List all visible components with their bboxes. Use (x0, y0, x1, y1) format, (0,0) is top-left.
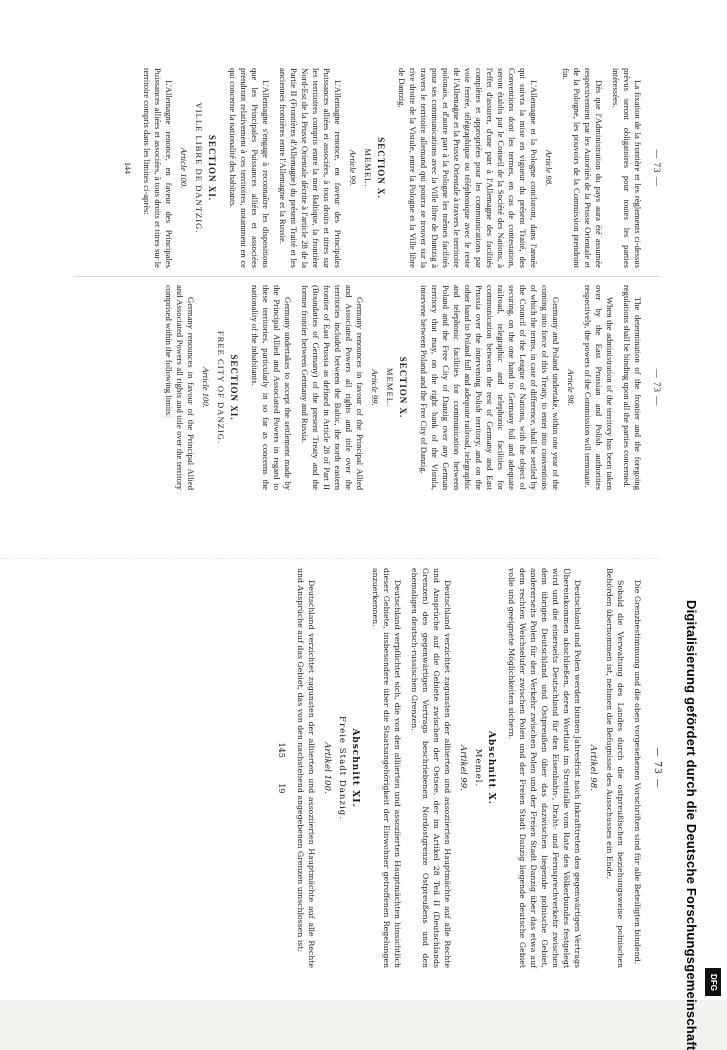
funding-banner-text: Digitalisierung gefördert durch die Deutsche Forschungsgemeinschaft (684, 600, 699, 1050)
german-column (72, 568, 662, 968)
en-article-99-text-2: Germany undertakes to accept the settlement made by the Principal Allied and Associated Powers in regard to these territories, particularly in so far as concerns the nationality of the inhabitants. (250, 285, 293, 490)
dfg-logo (705, 968, 721, 996)
funding-banner (696, 0, 727, 1000)
de-article-100-heading: Artikel 100. (322, 742, 332, 794)
en-section-11-title: FREE CITY OF DANZIG. (216, 330, 226, 445)
en-article-99-heading: Article 99. (370, 369, 380, 406)
page-number-de: — 73 — (652, 747, 662, 789)
de-article-99-heading: Artikel 99. (458, 745, 468, 791)
de-article-99-text-2: Deutschland verpflichtet sich, die von den alliierten und assoziierten Hauptmächten hinsichtlich dieser Gebiete, insbesondere über die Staatsangehörigkeit der Einwohner getroffenen Regelungen anzuerkennen. (371, 568, 402, 968)
de-intro-2: Sobald die Verwaltung des Landes durch die ostpreußischen beziehungsweise polnischen Behörden übernommen ist, nehmen die Befugnisse des Ausschusses ein Ende. (605, 568, 625, 968)
de-article-99-text: Deutschland verzichtet zugunsten der alliierten und assoziierten Hauptmächte auf alle Rechte und Ansprüche auf die Gebiete zwischen der Ostsee, der im Artikel 28 Teil II (Deutschlands Grenzen) des gegenwärtigen Vertrags beschriebenen Nordostgrenze Ostpreußens und den ehemaligen deutsch-russischen Grenzen. (410, 568, 452, 968)
page-divider (0, 558, 660, 559)
en-section-10-heading: SECTION X. (398, 356, 408, 419)
en-article-100-text: Germany renounces in favour of the Principal Allied and Associated Powers all rights and title over the territory comprised within the following limits: (164, 285, 196, 490)
de-section-11-title: Freie Stadt Danzig. (337, 716, 347, 820)
fr-section-10-heading: SECTION X. (376, 137, 386, 199)
en-section-10-title: MEMEL. (385, 367, 395, 408)
french-column (72, 68, 662, 268)
page-number-en: — 73 — (652, 368, 662, 407)
english-column (72, 285, 662, 490)
dfg-logo-text: DFG (708, 973, 718, 991)
page-number-fr: — 73 — (652, 149, 662, 187)
de-footer-number (276, 568, 287, 968)
de-intro: Die Grenzbestimmung und die oben vorgesehenen Vorschriften sind für alle Beteiligten bindend. (633, 580, 642, 965)
fr-section-10-title: MEMEL. (363, 148, 373, 188)
de-article-98-text: Deutschland und Polen werden binnen Jahresfrist nach Inkrafttreten des gegenwärtigen Vertrags Übereinkommen abschließen, deren Wortlaut im Streitfalle vom Rate des Völkerbundes festgelegt wird und die einerseits Deutschland für den Eisenbahn-, Draht- und Fernsprechverkehr zwischen dem übrigen Deutschland und Ostpreußen über das dazwischen liegende polnische Gebiet, andererseits Polen für den Verkehr zwischen Polen und der Freien Stadt Danzig über das etwa auf dem rechten Weichselufer zwischen Polen und der Freien Stadt Danzig liegende deutsche Gebiet volle und geeignete Möglichkeiten sichern. (507, 568, 582, 968)
en-article-100-heading: Article 100. (201, 367, 211, 408)
fr-article-98-text: L'Allemagne et la Pologne concluront, dans l'année qui suivra la mise en vigueur du présent Traité, des Conventions dont les termes, en cas de contestation, seront établis par le Conseil de la Société des Nations, à l'effet d'assurer, d'une part à l'Allemagne des facilités complètes et appropriées pour les communications par voie ferrée, télégraphique ou téléphonique avec le reste de l'Allemagne et la Prusse Orientale à travers le territoire polonais, et d'autre part à la Pologne les mêmes facilités pour ses communications avec la Ville libre de Dantzig à travers le territoire allemand qui pourra se trouver sur la rive droite de la Vistule, entre la Pologne et la Ville libre de Dantzig. (397, 68, 539, 268)
german-page-band (72, 560, 662, 980)
en-intro: The determination of the frontier and the foregoing regulations shall be binding upon all the parties concerned. (622, 285, 643, 490)
bilingual-page-band (72, 60, 662, 500)
de-section-10-title: Memel. (473, 748, 483, 788)
de-footer-page: 145 (277, 742, 286, 758)
page-footer-number: 144 (123, 162, 132, 174)
en-article-98-text: Germany and Poland undertake, within one year of the coming into force of this Treaty, to enter into conventions of which the terms, in case of difference, shall be settled by the Council of the League of Nations, with the object of securing, on the one hand to Germany full and adequate railroad, telegraphic and telephonic facilities for communication between the rest of Germany and East Prussia over the intervening Polish territory, and on the other hand to Poland full and adequate railroad, telegraphic and telephonic facilities for communication between Poland and the Free City of Danzig over any German territory that may, on the right bank of the Vistula, intervene between Poland and the Free City of Danzig. (419, 285, 561, 490)
en-intro-2: When the administration of the territory has been taken over by the East Prussian and Polish authorities respectively, the powers of the Commission will terminate. (583, 285, 615, 490)
column-gutter (74, 276, 660, 277)
de-article-100-text: Deutschland verzichtet zugunsten der alliierten und assoziierten Hauptmächte auf alle Rechte und Ansprüche auf das Gebiet, das von den nachstehend angegebenen Grenzen umschlossen ist: (296, 568, 316, 968)
fr-article-99-text-2: L'Allemagne s'engage à reconnaître les dispositions que les Principales Puissances alliées et associées prendront relativement à ces territoires, notamment en ce qui concerne la nationalité des habitants. (228, 68, 271, 268)
fr-article-99-text: L'Allemagne renonce, en faveur des Principales Puissances alliées et associées, à tous droits et titres sur les territoires compris entre la mer Baltique, la frontière Nord-Est de la Prusse Orientale décrite à l'article 28 de la Partie II (Frontières d'Allemagne) du présent Traité et les anciennes frontières entre l'Allemagne et la Russie. (278, 68, 343, 268)
fr-article-98-heading: Article 98. (544, 149, 554, 187)
fr-article-99-heading: Article 99. (348, 149, 358, 187)
fr-section-11-heading: SECTION XI. (207, 134, 217, 201)
de-article-98-heading: Artikel 98. (588, 745, 598, 791)
fr-intro: La fixation de la frontière et les règlements ci-dessus prévus seront obligatoires pour toutes les parties intéressées. (611, 68, 643, 268)
fr-article-100-text: L'Allemagne renonce, en faveur des Principales Puissances alliées et associées, à tous droits et titres sur le territoire compris dans les limites ci-après: (142, 68, 174, 268)
fr-article-100-heading: Article 100. (179, 147, 189, 189)
en-section-11-heading: SECTION XI. (229, 354, 239, 421)
de-section-10-heading: Abschnitt X. (486, 731, 496, 805)
fr-section-11-title: VILLE LIBRE DE DANTZIG. (194, 102, 204, 234)
en-article-98-heading: Article 98. (566, 369, 576, 406)
de-section-11-heading: Abschnitt XI. (350, 728, 360, 808)
en-article-99-text: Germany renounces in favour of the Principal Allied and Associated Powers all rights and title over the territories included between the Baltic, the north eastern frontier of East Prussia as defined in Article 28 of Part II (Boundaries of Germany) of the present Treaty and the former frontier between Germany and Russia. (300, 285, 365, 490)
de-footer-mark: 19 (277, 783, 286, 794)
fr-intro-2: Dès que l'Administration du pays aura été assumée respectivement par les Autorités de la Prusse Orientale et de la Pologne, les pouvoirs de la Commission prendront fin. (561, 68, 604, 268)
